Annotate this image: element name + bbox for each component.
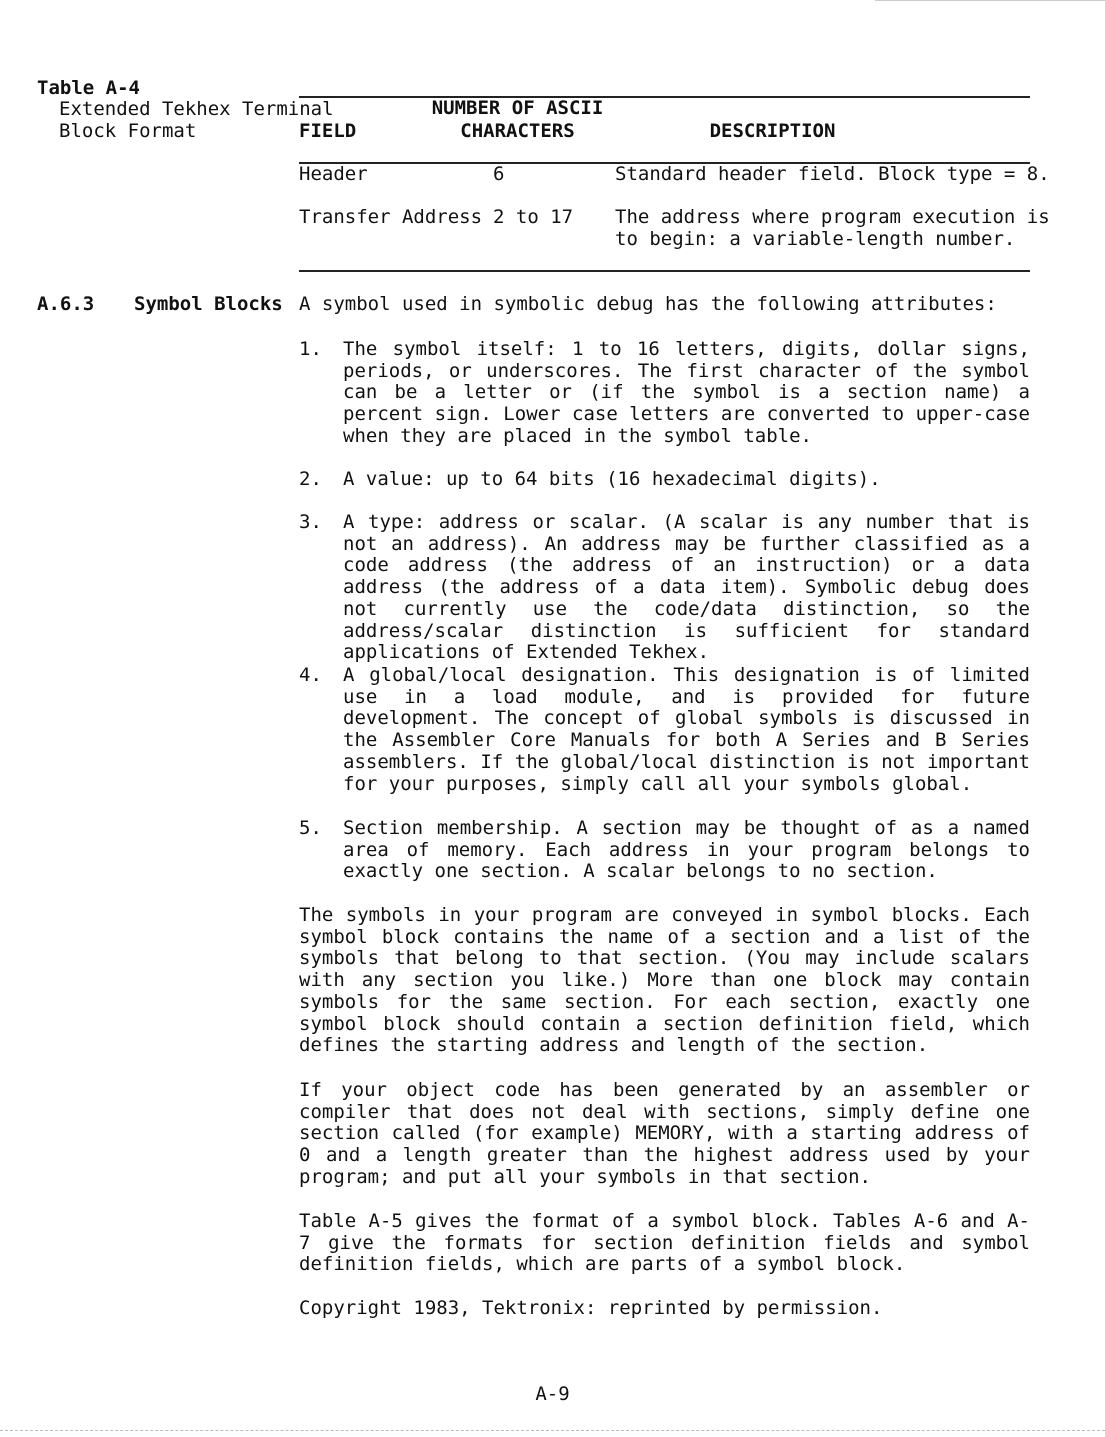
row-field: Transfer Address — [299, 206, 483, 228]
list-item-text: A value: up to 64 bits (16 hexadecimal digits). — [343, 468, 881, 490]
list-item-text: Section membership. A section may be thought of as a named area of memory. Each address in your program belongs to exactly one section. A scalar belongs to no section. — [343, 817, 1030, 883]
list-item-number: 4. — [299, 664, 322, 686]
header-field: FIELD — [299, 120, 357, 142]
table-bottom-rule — [299, 270, 1030, 272]
row-description-line2: to begin: a variable-length number. — [615, 228, 1016, 250]
row-description-line1: The address where program execution is — [615, 206, 1050, 228]
list-item-number: 2. — [299, 468, 322, 490]
table-top-rule — [299, 96, 1030, 98]
scan-bottom-line — [0, 1430, 1105, 1431]
section-intro: A symbol used in symbolic debug has the following attributes: — [299, 293, 997, 315]
list-item-text: A type: address or scalar. (A scalar is any number that is not an address). An address may be further classified as a code address (the address of an instruction) or a data address (the address of a data item). Symbolic debug does not currently use the code/data distinction, so the address/scalar distinction is sufficient for standard applications of Extended Tekhex. — [343, 511, 1030, 664]
header-count-line1: NUMBER OF ASCII — [431, 97, 604, 119]
body-paragraph: Table A-5 gives the format of a symbol block. Tables A-6 and A-7 give the formats for section definition fields and symbol definition fields, which are parts of a symbol block. — [299, 1210, 1030, 1276]
row-count: 6 — [493, 163, 505, 185]
row-description: Standard header field. Block type = 8. — [615, 163, 1050, 185]
section-number: A.6.3 — [37, 293, 95, 315]
row-field: Header — [299, 163, 368, 185]
copyright-notice: Copyright 1983, Tektronix: reprinted by permission. — [299, 1297, 883, 1319]
list-item-number: 1. — [299, 338, 322, 360]
list-item-number: 3. — [299, 511, 322, 533]
list-item-text: The symbol itself: 1 to 16 letters, digits, dollar signs, periods, or underscores. The first character of the symbol can be a letter or (if the symbol is a section name) a percent sign. Lower case letters are converted to upper-case when they are placed in the symbol table. — [343, 338, 1030, 447]
list-item-number: 5. — [299, 817, 322, 839]
row-count: 2 to 17 — [493, 206, 574, 228]
table-label: Table A-4 — [37, 77, 140, 99]
list-item-text: A global/local designation. This designation is of limited use in a load module, and is provided for future development. The concept of global symbols is discussed in the Assembler Core Manuals for both A Series and B Series assemblers. If the global/local distinction is not important for your purposes, simply call all your symbols global. — [343, 664, 1030, 795]
section-title: Symbol Blocks — [134, 293, 283, 315]
table-title-line1: Extended Tekhex Terminal — [59, 98, 334, 120]
page-number: A-9 — [535, 1383, 570, 1405]
header-description: DESCRIPTION — [709, 120, 836, 142]
header-count-line2: CHARACTERS — [460, 120, 575, 142]
body-paragraph: If your object code has been generated by an assembler or compiler that does not deal with sections, simply define one section called (for example) MEMORY, with a starting address of 0 and a length greater than the highest address used by your program; and put all your symbols in that section. — [299, 1079, 1030, 1188]
body-paragraph: The symbols in your program are conveyed in symbol blocks. Each symbol block contains the name of a section and a list of the symbols that belong to that section. (You may include scalars with any section you like.) More than one block may contain symbols for the same section. For each section, exactly one symbol block should contain a section definition field, which defines the starting address and length of the section. — [299, 904, 1030, 1057]
table-title-line2: Block Format — [59, 120, 197, 142]
scan-edge-line — [875, 0, 1105, 1]
